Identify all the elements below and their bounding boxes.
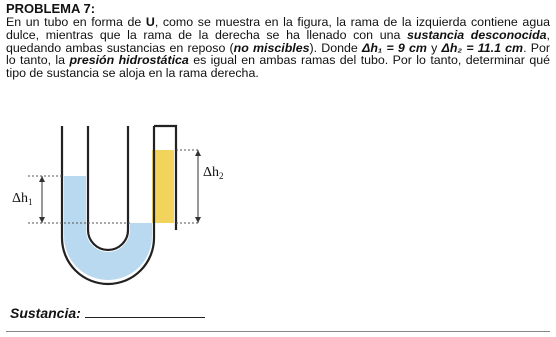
delta-h2-text: Δh: [203, 165, 220, 180]
problem-statement: [6, 16, 550, 80]
answer-line: [10, 305, 205, 321]
reference-lines: [28, 150, 200, 223]
delta-h1-text: Δh: [12, 191, 29, 206]
water-fill: [64, 176, 152, 280]
u-shape-term: U: [145, 15, 155, 29]
unknown-substance-fill: [152, 150, 174, 223]
statement-part-7: es igual en ambas ramas del tubo. Por lo tanto, determinar qué tipo de sustancia se aloja en la rama derecha.: [6, 53, 550, 81]
delta-h1-subscript: 1: [28, 197, 33, 207]
answer-label: Sustancia:: [10, 305, 81, 321]
statement-part-3: , quedando ambas sustancias en reposo (: [6, 27, 550, 55]
delta-h2-subscript: 2: [219, 171, 224, 181]
statement-part-6: . Por lo tanto, la: [6, 40, 551, 68]
hydrostatic-pressure-term: presión hidrostática: [69, 53, 189, 68]
delta-h2-value: Δh₂ = 11.1 cm: [441, 40, 524, 55]
u-tube-figure: [0, 118, 260, 298]
statement-part-1: En un tubo en forma de: [6, 15, 146, 29]
unknown-substance-term: sustancia desconocida: [407, 27, 547, 42]
answer-blank[interactable]: [85, 305, 205, 318]
statement-part-2: , como se muestra en la figura, la rama de la izquierda contiene agua dulce, mientras que la rama de la derecha se ha llenado con una: [6, 15, 550, 42]
statement-part-4: ). Donde: [309, 40, 362, 55]
delta-h1-value: Δh₁ = 9 cm: [362, 40, 427, 55]
immiscible-term: no miscibles: [233, 40, 310, 55]
problem-block: [6, 2, 550, 80]
bottom-divider: [6, 331, 550, 332]
delta-h1-label: [12, 191, 33, 207]
delta-h2-label: [203, 165, 224, 181]
statement-part-5: y: [426, 40, 442, 55]
problem-title: PROBLEMA 7:: [6, 1, 96, 16]
